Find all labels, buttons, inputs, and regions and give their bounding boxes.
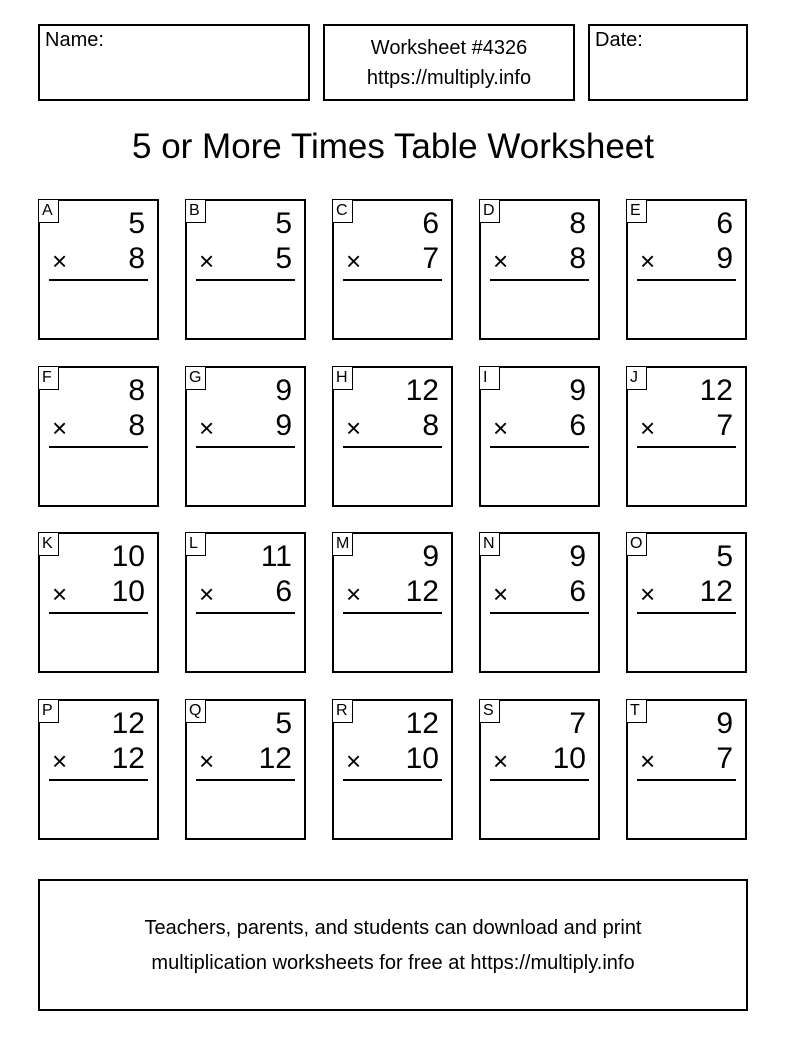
worksheet-info-box — [323, 24, 575, 101]
name-field-box — [38, 24, 310, 101]
times-sign: × — [493, 246, 509, 276]
answer-line — [196, 279, 295, 281]
multiplicand: 9 — [422, 540, 439, 573]
date-field-box — [588, 24, 748, 101]
answer-line — [637, 279, 736, 281]
times-sign: × — [199, 746, 215, 776]
problem-label: K — [38, 532, 59, 556]
problem-label: A — [38, 199, 59, 223]
problem-label: H — [332, 366, 353, 390]
worksheet-number: Worksheet #4326 — [370, 37, 528, 59]
problem-label: M — [332, 532, 353, 556]
multiplicand: 5 — [275, 207, 292, 240]
multiplicand: 7 — [569, 707, 586, 740]
problem-card — [185, 199, 306, 340]
problem-card — [626, 366, 747, 507]
multiplicand: 9 — [569, 540, 586, 573]
multiplier: 12 — [405, 575, 439, 608]
answer-line — [196, 612, 295, 614]
multiplicand: 9 — [569, 374, 586, 407]
multiplicand: 5 — [716, 540, 733, 573]
problem-card — [626, 532, 747, 673]
multiplicand: 12 — [699, 374, 733, 407]
times-sign: × — [346, 413, 362, 443]
page-title: 5 or More Times Table Worksheet — [132, 127, 654, 166]
times-sign: × — [640, 746, 656, 776]
times-sign: × — [640, 579, 656, 609]
problem-card — [479, 532, 600, 673]
times-sign: × — [346, 746, 362, 776]
answer-line — [490, 779, 589, 781]
multiplicand: 12 — [111, 707, 145, 740]
multiplier: 7 — [716, 742, 733, 775]
multiplier: 6 — [569, 575, 586, 608]
problem-label: L — [185, 532, 206, 556]
problem-label: P — [38, 699, 59, 723]
footer-box — [38, 879, 748, 1011]
times-sign: × — [493, 746, 509, 776]
times-sign: × — [199, 246, 215, 276]
multiplier: 9 — [275, 409, 292, 442]
multiplicand: 5 — [128, 207, 145, 240]
problem-card — [332, 532, 453, 673]
worksheet-url: https://multiply.info — [366, 67, 532, 89]
problem-label: F — [38, 366, 59, 390]
problem-label: G — [185, 366, 206, 390]
problem-label: J — [626, 366, 647, 390]
problem-label: B — [185, 199, 206, 223]
multiplicand: 12 — [405, 374, 439, 407]
problem-label: D — [479, 199, 500, 223]
problem-label: Q — [185, 699, 206, 723]
problem-label: S — [479, 699, 500, 723]
name-label: Name: — [45, 29, 104, 51]
times-sign: × — [640, 413, 656, 443]
answer-line — [196, 779, 295, 781]
times-sign: × — [199, 579, 215, 609]
multiplier: 7 — [716, 409, 733, 442]
problem-label: N — [479, 532, 500, 556]
times-sign: × — [346, 579, 362, 609]
multiplier: 12 — [258, 742, 292, 775]
problem-card — [479, 699, 600, 840]
multiplicand: 8 — [128, 374, 145, 407]
answer-line — [343, 612, 442, 614]
problem-card — [332, 199, 453, 340]
problem-card — [38, 366, 159, 507]
multiplier: 10 — [552, 742, 586, 775]
multiplicand: 8 — [569, 207, 586, 240]
problem-label: R — [332, 699, 353, 723]
problem-card — [38, 699, 159, 840]
times-sign: × — [640, 246, 656, 276]
multiplicand: 6 — [422, 207, 439, 240]
answer-line — [343, 779, 442, 781]
multiplier: 9 — [716, 242, 733, 275]
answer-line — [490, 446, 589, 448]
multiplicand: 10 — [111, 540, 145, 573]
answer-line — [490, 612, 589, 614]
multiplier: 12 — [111, 742, 145, 775]
times-sign: × — [52, 246, 68, 276]
problem-card — [626, 699, 747, 840]
multiplicand: 12 — [405, 707, 439, 740]
problem-card — [479, 366, 600, 507]
multiplicand: 9 — [275, 374, 292, 407]
times-sign: × — [52, 746, 68, 776]
multiplier: 12 — [699, 575, 733, 608]
multiplicand: 11 — [260, 540, 292, 573]
times-sign: × — [199, 413, 215, 443]
multiplier: 8 — [128, 242, 145, 275]
problem-card — [38, 532, 159, 673]
problem-card — [626, 199, 747, 340]
problem-label: C — [332, 199, 353, 223]
multiplier: 10 — [111, 575, 145, 608]
footer-line-1: Teachers, parents, and students can download and print — [144, 917, 642, 939]
times-sign: × — [52, 579, 68, 609]
problem-card — [332, 699, 453, 840]
multiplicand: 9 — [716, 707, 733, 740]
multiplier: 10 — [405, 742, 439, 775]
times-sign: × — [493, 413, 509, 443]
answer-line — [637, 612, 736, 614]
multiplier: 5 — [275, 242, 292, 275]
multiplier: 8 — [422, 409, 439, 442]
answer-line — [343, 446, 442, 448]
problem-label: O — [626, 532, 647, 556]
problem-label: T — [626, 699, 647, 723]
answer-line — [343, 279, 442, 281]
times-sign: × — [52, 413, 68, 443]
problem-card — [185, 699, 306, 840]
answer-line — [490, 279, 589, 281]
problem-card — [185, 532, 306, 673]
problem-card — [185, 366, 306, 507]
times-sign: × — [346, 246, 362, 276]
problem-card — [479, 199, 600, 340]
answer-line — [49, 446, 148, 448]
multiplicand: 6 — [716, 207, 733, 240]
multiplier: 8 — [128, 409, 145, 442]
problem-card — [332, 366, 453, 507]
times-sign: × — [493, 579, 509, 609]
multiplier: 6 — [275, 575, 292, 608]
date-label: Date: — [595, 29, 643, 51]
multiplier: 6 — [569, 409, 586, 442]
answer-line — [196, 446, 295, 448]
problem-label: I — [479, 366, 500, 390]
multiplier: 7 — [422, 242, 439, 275]
answer-line — [49, 612, 148, 614]
multiplicand: 5 — [275, 707, 292, 740]
answer-line — [637, 446, 736, 448]
answer-line — [49, 779, 148, 781]
multiplier: 8 — [569, 242, 586, 275]
problem-card — [38, 199, 159, 340]
footer-line-2: multiplication worksheets for free at https://multiply.info — [151, 952, 635, 974]
answer-line — [49, 279, 148, 281]
answer-line — [637, 779, 736, 781]
problem-label: E — [626, 199, 647, 223]
